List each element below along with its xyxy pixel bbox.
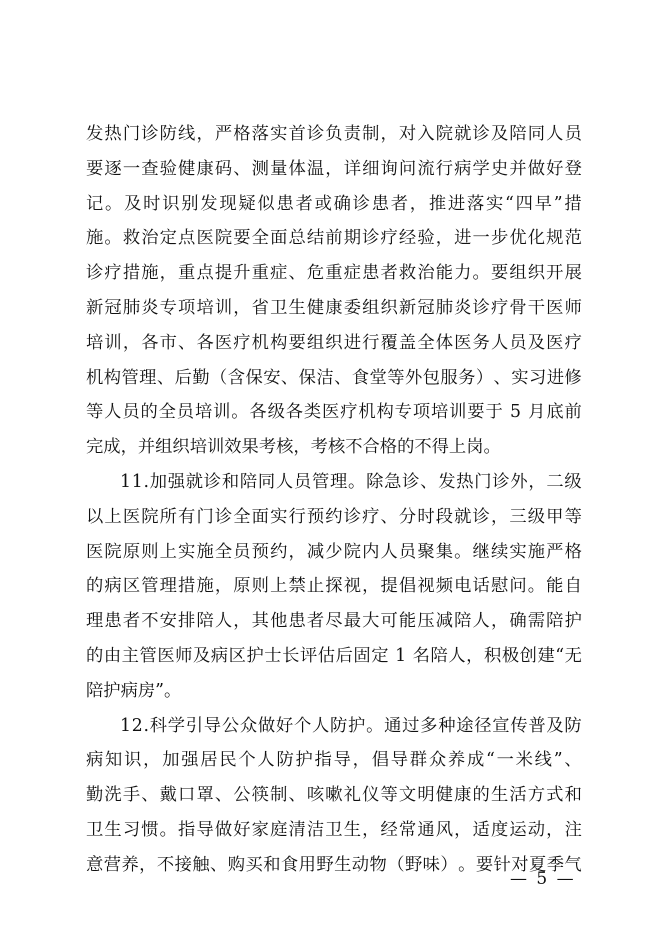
text-line: 1 2 . 科 学 引 导 公 众 做 好 个 人 防 护 。 通 过 多 种 途 径 宣 传 普 及 防 [120, 715, 582, 736]
paragraph-item-11 [86, 465, 582, 709]
text-line: 卫 生 习 惯 。 指 导 做 好 家 庭 清 洁 卫 生 ， 经 常 通 风 ， 适 度 运 动 ， 注 [86, 819, 582, 840]
text-line: 培 训 ， 各 市 、 各 医 疗 机 构 要 组 织 进 行 覆 盖 全 体 医 务 人 员 及 医 疗 [86, 332, 582, 353]
text-line: 机 构 管 理 、 后 勤 （ 含 保 安 、 保 洁 、 食 堂 等 外 包 服 务 ） 、 实 习 进 修 [86, 367, 582, 388]
text-line: 医 院 原 则 上 实 施 全 员 预 约 ， 减 少 院 内 人 员 聚 集 。 继 续 实 施 严 格 [86, 541, 582, 562]
text-line: 理 患 者 不 安 排 陪 人 ， 其 他 患 者 尽 最 大 可 能 压 减 陪 人 ， 确 需 陪 护 [86, 611, 582, 632]
text-line: 1 1 . 加 强 就 诊 和 陪 同 人 员 管 理 。 除 急 诊 、 发 热 门 诊 外 ， 二 级 [120, 471, 582, 492]
text-line: 诊 疗 措 施 ， 重 点 提 升 重 症 、 危 重 症 患 者 救 治 能 力 。 要 组 织 开 展 [86, 263, 582, 284]
text-line: 记 。 及 时 识 别 发 现 疑 似 患 者 或 确 诊 患 者 ， 推 进 落 实 “ 四 早 ” 措 [86, 193, 582, 214]
paragraph-continuation [86, 117, 582, 465]
text-line: 新 冠 肺 炎 专 项 培 训 ， 省 卫 生 健 康 委 组 织 新 冠 肺 炎 诊 疗 骨 干 医 师 [86, 297, 582, 318]
text-line: 勤 洗 手 、 戴 口 罩 、 公 筷 制 、 咳 嗽 礼 仪 等 文 明 健 康 的 生 活 方 式 和 [86, 785, 582, 806]
text-line: 的 病 区 管 理 措 施 ， 原 则 上 禁 止 探 视 ， 提 倡 视 频 电 话 慰 问 。 能 自 [86, 576, 582, 597]
text-line: 病 知 识 ， 加 强 居 民 个 人 防 护 指 导 ， 倡 导 群 众 养 成 “ 一 米 线 ” 、 [86, 750, 582, 771]
text-line: 以 上 医 院 所 有 门 诊 全 面 实 行 预 约 诊 疗 、 分 时 段 就 诊 ， 三 级 甲 等 [86, 506, 582, 527]
text-line: 的 由 主 管 医 师 及 病 区 护 士 长 评 估 后 固 定 1 名 陪 人 ， 积 极 创 建 “ 无 [86, 645, 582, 666]
text-line: 完成，并组织培训效果考核，考核不合格的不得上岗。 [86, 437, 501, 458]
text-line: 陪护病房”。 [86, 680, 182, 701]
text-line: 要 逐 一 查 验 健 康 码 、 测 量 体 温 ， 详 细 询 问 流 行 病 学 史 并 做 好 登 [86, 158, 582, 179]
text-line: 发 热 门 诊 防 线 ， 严 格 落 实 首 诊 负 责 制 ， 对 入 院 就 诊 及 陪 同 人 员 [86, 124, 582, 144]
page-number: — 5 — [510, 869, 576, 889]
text-line: 等 人 员 的 全 员 培 训 。 各 级 各 类 医 疗 机 构 专 项 培 训 要 于 5 月 底 前 [86, 402, 582, 423]
text-line: 施 。 救 治 定 点 医 院 要 全 面 总 结 前 期 诊 疗 经 验 ， 进 一 步 优 化 规 范 [86, 228, 582, 249]
paragraph-item-12 [86, 709, 582, 883]
text-line: 意 营 养 ， 不 接 触 、 购 买 和 食 用 野 生 动 物 （ 野 味 ） 。 要 针 对 夏 季 气 [86, 854, 582, 875]
document-body [86, 117, 582, 883]
